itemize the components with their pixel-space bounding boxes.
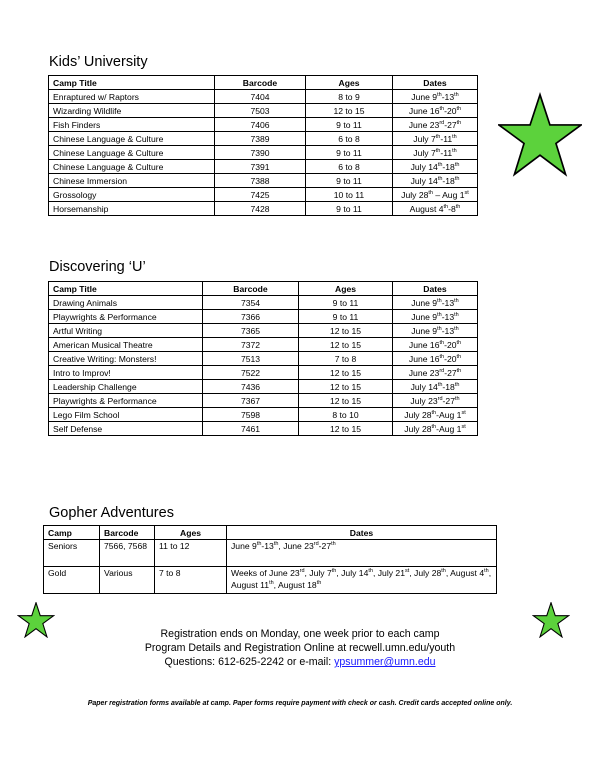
date-start: June 16 (408, 353, 440, 364)
date-suffix: th (454, 381, 460, 388)
date-suffix: th (454, 395, 460, 402)
dates-cell (393, 174, 478, 188)
table-row (49, 352, 478, 366)
date-suffix: rd (437, 395, 443, 402)
date-part: , August 4 (445, 568, 485, 578)
date-part: , June 23 (278, 541, 314, 551)
date-suffix: th (431, 409, 437, 416)
dates-cell (393, 188, 478, 202)
date-end: -Aug 1 (436, 423, 462, 434)
date-end: -Aug 1 (436, 409, 462, 420)
barcode-cell: 7503 (215, 104, 306, 118)
date-start: June 16 (408, 105, 440, 116)
col-header-dates: Dates (393, 282, 478, 296)
date-suffix: rd (439, 119, 445, 126)
dates-cell (393, 104, 478, 118)
date-suffix: th (431, 423, 437, 430)
questions-line (0, 655, 600, 669)
date-suffix: th (456, 119, 462, 126)
table-row (49, 338, 478, 352)
camp-cell: Seniors (44, 540, 100, 567)
date-suffix: th (456, 353, 462, 360)
gopher-adventures-table (43, 525, 497, 594)
date-suffix: th (456, 339, 462, 346)
date-suffix: th (331, 568, 337, 574)
camp-title-cell: Chinese Language & Culture (49, 146, 215, 160)
registration-info (0, 627, 600, 669)
camp-title-cell: Fish Finders (49, 118, 215, 132)
col-header-ages: Ages (299, 282, 393, 296)
dates-cell (393, 352, 478, 366)
ages-cell: 9 to 11 (299, 296, 393, 310)
date-suffix: th (454, 91, 459, 98)
date-end: -11 (440, 133, 453, 144)
date-suffix: th (428, 189, 433, 196)
table-header-row (44, 526, 497, 540)
date-suffix: th (437, 381, 443, 388)
ages-cell: 12 to 15 (299, 338, 393, 352)
col-header-dates: Dates (393, 76, 478, 90)
ages-cell: 7 to 8 (299, 352, 393, 366)
date-start: June 9 (411, 325, 438, 336)
date-start: June 9 (411, 91, 438, 102)
date-start: June 16 (408, 339, 440, 350)
date-suffix: th (435, 133, 441, 140)
kids-university-table (48, 75, 478, 216)
date-suffix: th (439, 339, 445, 346)
barcode-cell: 7389 (215, 132, 306, 146)
date-end: -27 (444, 119, 457, 130)
kids-university-title: Kids’ University (49, 54, 148, 70)
date-part: , July 7 (304, 568, 332, 578)
date-suffix: th (437, 297, 442, 304)
barcode-cell: 7404 (215, 90, 306, 104)
dates-cell (393, 366, 478, 380)
camp-title-cell: Intro to Improv! (49, 366, 203, 380)
table-row (49, 296, 478, 310)
date-suffix: rd (313, 541, 319, 547)
date-part: -13 (261, 541, 274, 551)
barcode-cell: 7425 (215, 188, 306, 202)
ages-cell: 12 to 15 (299, 394, 393, 408)
ages-cell: 10 to 11 (306, 188, 393, 202)
ages-cell: 6 to 8 (306, 132, 393, 146)
date-start: July 28 (401, 189, 429, 200)
date-start: June 23 (408, 367, 440, 378)
date-suffix: th (437, 175, 443, 182)
ages-cell: 12 to 15 (299, 324, 393, 338)
date-suffix: th (452, 147, 457, 154)
ages-cell: 9 to 11 (306, 202, 393, 216)
ages-cell: 12 to 15 (299, 422, 393, 436)
date-start: June 9 (411, 311, 438, 322)
date-suffix: rd (299, 568, 305, 574)
col-header-camp: Camp (44, 526, 100, 540)
date-suffix: th (368, 568, 373, 574)
gopher-adventures-title: Gopher Adventures (49, 505, 174, 521)
date-end: – Aug 1 (433, 189, 465, 200)
dates-cell (227, 540, 497, 567)
dates-cell (393, 296, 478, 310)
camp-title-cell: Self Defense (49, 422, 203, 436)
dates-cell (393, 310, 478, 324)
discovering-u-table (48, 281, 478, 436)
date-end: -18 (442, 175, 455, 186)
ages-cell: 9 to 11 (306, 174, 393, 188)
date-part: , August 18 (273, 580, 317, 590)
ages-cell: 6 to 8 (306, 160, 393, 174)
date-suffix: th (452, 133, 457, 140)
ages-cell: 9 to 11 (299, 310, 393, 324)
registration-deadline-text: Registration ends on Monday, one week prior to each camp (160, 628, 440, 640)
barcode-cell: 7566, 7568 (100, 540, 155, 567)
table-row (49, 104, 478, 118)
table-row (49, 380, 478, 394)
date-end: -13 (441, 325, 455, 336)
date-suffix: st (404, 568, 410, 574)
dates-cell (227, 567, 497, 594)
date-suffix: th (273, 541, 279, 547)
date-end: -13 (441, 91, 455, 102)
camp-title-cell: American Musical Theatre (49, 338, 203, 352)
date-end: -8 (448, 203, 456, 214)
camp-title-cell: Chinese Language & Culture (49, 132, 215, 146)
star-icon (498, 88, 582, 182)
date-end: -20 (444, 353, 457, 364)
date-end: -27 (442, 395, 455, 406)
table-row (49, 188, 478, 202)
col-header-ages: Ages (306, 76, 393, 90)
date-suffix: st (464, 189, 469, 196)
table-row (49, 366, 478, 380)
camp-title-cell: Lego Film School (49, 408, 203, 422)
date-start: July 7 (413, 133, 436, 144)
barcode-cell: 7366 (203, 310, 299, 324)
date-part: , July 28 (409, 568, 442, 578)
dates-cell (393, 146, 478, 160)
date-suffix: th (443, 203, 449, 210)
table-row (49, 422, 478, 436)
date-end: -20 (444, 105, 457, 116)
dates-cell (393, 202, 478, 216)
barcode-cell: 7388 (215, 174, 306, 188)
discovering-u-title: Discovering ‘U’ (49, 259, 146, 275)
date-start: July 28 (404, 423, 432, 434)
camp-title-cell: Artful Writing (49, 324, 203, 338)
dates-cell (393, 90, 478, 104)
barcode-cell: 7354 (203, 296, 299, 310)
camp-title-cell: Playwrights & Performance (49, 394, 203, 408)
date-end: -18 (442, 161, 455, 172)
table-row (49, 202, 478, 216)
barcode-cell: 7461 (203, 422, 299, 436)
camp-title-cell: Horsemanship (49, 202, 215, 216)
date-start: July 14 (410, 161, 438, 172)
ages-cell: 9 to 11 (306, 118, 393, 132)
date-start: July 14 (410, 381, 438, 392)
date-end: -11 (440, 147, 453, 158)
table-row (44, 540, 497, 567)
col-header-camp-title: Camp Title (49, 282, 203, 296)
email-link[interactable]: ypsummer@umn.edu (334, 656, 436, 668)
date-start: July 28 (404, 409, 432, 420)
date-suffix: th (454, 175, 460, 182)
date-end: -18 (442, 381, 455, 392)
table-row (49, 146, 478, 160)
camp-title-cell: Grossology (49, 188, 215, 202)
ages-cell: 7 to 8 (155, 567, 227, 594)
footnote: Paper registration forms available at camp. Paper forms require payment with check or cash. Credit cards accepted online only. (87, 700, 513, 707)
dates-cell (393, 380, 478, 394)
ages-cell: 9 to 11 (306, 146, 393, 160)
barcode-cell: 7598 (203, 408, 299, 422)
date-end: -13 (441, 311, 455, 322)
date-suffix: th (454, 161, 460, 168)
dates-cell (393, 324, 478, 338)
date-start: June 23 (408, 119, 440, 130)
camp-title-cell: Playwrights & Performance (49, 310, 203, 324)
ages-cell: 8 to 10 (299, 408, 393, 422)
camp-title-cell: Enraptured w/ Raptors (49, 90, 215, 104)
table-row (49, 324, 478, 338)
date-suffix: th (455, 203, 461, 210)
table-row (49, 118, 478, 132)
table-row (49, 408, 478, 422)
barcode-cell: 7406 (215, 118, 306, 132)
camp-title-cell: Wizarding Wildlife (49, 104, 215, 118)
date-suffix: th (437, 325, 442, 332)
camp-title-cell: Chinese Language & Culture (49, 160, 215, 174)
table-row (44, 567, 497, 594)
col-header-camp-title: Camp Title (49, 76, 215, 90)
camp-title-cell: Creative Writing: Monsters! (49, 352, 203, 366)
dates-cell (393, 118, 478, 132)
date-start: June 9 (411, 297, 438, 308)
date-suffix: th (454, 325, 459, 332)
date-start: July 23 (410, 395, 438, 406)
table-row (49, 90, 478, 104)
camp-title-cell: Chinese Immersion (49, 174, 215, 188)
camp-title-cell: Drawing Animals (49, 296, 203, 310)
date-suffix: th (484, 568, 489, 574)
table-row (49, 160, 478, 174)
date-suffix: th (437, 311, 442, 318)
table-row (49, 174, 478, 188)
date-suffix: th (456, 367, 462, 374)
barcode-cell: 7522 (203, 366, 299, 380)
barcode-cell: 7390 (215, 146, 306, 160)
date-start: July 7 (413, 147, 436, 158)
camp-cell: Gold (44, 567, 100, 594)
date-end: -20 (444, 339, 457, 350)
date-suffix: th (439, 105, 445, 112)
date-suffix: th (331, 541, 336, 547)
date-suffix: th (437, 161, 443, 168)
date-suffix: st (461, 423, 466, 430)
ages-cell: 12 to 15 (306, 104, 393, 118)
date-suffix: th (269, 580, 274, 586)
dates-cell (393, 422, 478, 436)
barcode-cell: 7372 (203, 338, 299, 352)
date-suffix: th (435, 147, 441, 154)
date-end: -13 (441, 297, 455, 308)
table-header-row (49, 76, 478, 90)
barcode-cell: 7436 (203, 380, 299, 394)
date-suffix: th (439, 353, 445, 360)
ages-cell: 12 to 15 (299, 366, 393, 380)
table-header-row (49, 282, 478, 296)
date-part: June 9 (231, 541, 257, 551)
dates-cell (393, 338, 478, 352)
ages-cell: 12 to 15 (299, 380, 393, 394)
ages-cell: 11 to 12 (155, 540, 227, 567)
date-part: Weeks of June 23 (231, 568, 300, 578)
table-row (49, 394, 478, 408)
date-start: July 14 (410, 175, 438, 186)
col-header-dates: Dates (227, 526, 497, 540)
table-row (49, 310, 478, 324)
ages-cell: 8 to 9 (306, 90, 393, 104)
date-suffix: rd (439, 367, 445, 374)
camp-title-cell: Leadership Challenge (49, 380, 203, 394)
barcode-cell: 7391 (215, 160, 306, 174)
date-part: -27 (318, 541, 332, 551)
date-suffix: st (461, 409, 466, 416)
col-header-barcode: Barcode (215, 76, 306, 90)
col-header-barcode: Barcode (100, 526, 155, 540)
date-part: , July 14 (336, 568, 369, 578)
barcode-cell: 7428 (215, 202, 306, 216)
dates-cell (393, 132, 478, 146)
date-suffix: th (454, 297, 459, 304)
barcode-cell: 7365 (203, 324, 299, 338)
barcode-cell: 7367 (203, 394, 299, 408)
dates-cell (393, 408, 478, 422)
date-suffix: th (454, 311, 459, 318)
barcode-cell: 7513 (203, 352, 299, 366)
dates-cell (393, 394, 478, 408)
dates-cell (393, 160, 478, 174)
questions-text: Questions: 612-625-2242 or e-mail: (164, 656, 335, 668)
date-suffix: th (441, 568, 446, 574)
col-header-ages: Ages (155, 526, 227, 540)
date-suffix: th (437, 91, 442, 98)
col-header-barcode: Barcode (203, 282, 299, 296)
date-suffix: th (316, 580, 322, 586)
date-suffix: th (456, 105, 462, 112)
program-details-text: Program Details and Registration Online at recwell.umn.edu/youth (144, 642, 456, 654)
date-part: , July 21 (372, 568, 405, 578)
barcode-cell: Various (100, 567, 155, 594)
date-end: -27 (444, 367, 457, 378)
date-part: , August 11 (231, 568, 492, 590)
date-start: August 4 (409, 203, 444, 214)
date-suffix: th (256, 541, 262, 547)
table-row (49, 132, 478, 146)
